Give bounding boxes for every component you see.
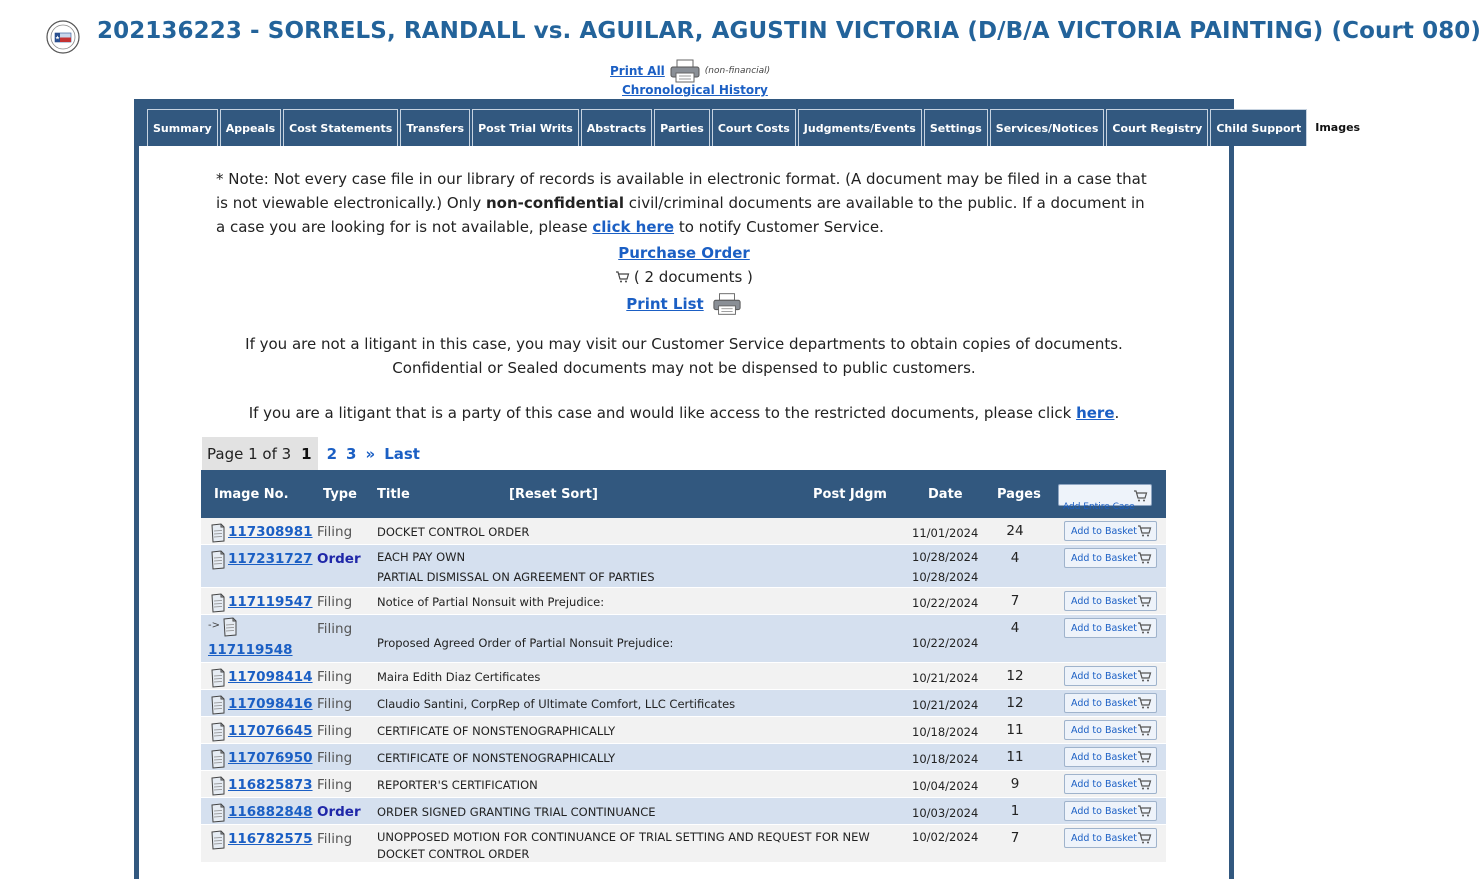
page-2-link[interactable]: 2 <box>326 444 338 463</box>
add-to-basket-button[interactable] <box>1064 801 1157 821</box>
table-row <box>201 798 1166 825</box>
documents-count-row <box>139 268 1229 286</box>
document-date: 10/28/2024 <box>912 550 979 564</box>
image-number-link[interactable]: 117098416 <box>228 696 313 712</box>
reset-sort-link[interactable]: [Reset Sort] <box>509 487 598 502</box>
document-type: Filing <box>317 621 353 637</box>
table-header <box>201 470 1166 518</box>
col-pages[interactable]: Pages <box>997 487 1041 502</box>
tab-transfers[interactable]: Transfers <box>400 109 470 146</box>
table-row <box>201 744 1166 771</box>
col-image-no[interactable]: Image No. <box>214 487 289 502</box>
add-to-basket-label: Add to Basket <box>1071 670 1137 682</box>
table-row <box>201 825 1166 863</box>
tab-judgments-events[interactable]: Judgments/Events <box>798 109 922 146</box>
add-to-basket-button[interactable] <box>1064 666 1157 686</box>
document-type: Filing <box>317 524 353 540</box>
document-icon[interactable] <box>220 617 238 641</box>
document-title: DOCKET CONTROL ORDER <box>377 525 530 539</box>
purchase-order-row <box>139 244 1229 262</box>
page-count: 7 <box>1010 830 1020 846</box>
page-3-link[interactable]: 3 <box>346 444 357 463</box>
add-to-basket-button[interactable] <box>1064 720 1157 740</box>
last-page-link[interactable]: Last <box>384 444 420 463</box>
document-type: Order <box>317 551 361 567</box>
document-date: 10/22/2024 <box>912 596 979 610</box>
col-post-jdgm[interactable]: Post Jdgm <box>813 487 887 502</box>
tab-court-registry[interactable]: Court Registry <box>1106 109 1208 146</box>
customer-service-notice: If you are not a litigant in this case, you may visit our Customer Service departments to obtain copies of documents. Confidential or Sealed documents may not be dispensed to public customers. <box>245 335 1123 377</box>
litigant-access-notice <box>139 404 1229 422</box>
document-icon[interactable] <box>208 830 226 854</box>
document-date: 10/02/2024 <box>912 830 979 844</box>
tab-images[interactable]: Images <box>1309 107 1366 146</box>
cart-icon <box>1137 778 1151 793</box>
page-count: 12 <box>1006 695 1024 711</box>
purchase-order-link[interactable]: Purchase Order <box>618 244 750 262</box>
image-number-link[interactable]: 117076950 <box>228 750 313 766</box>
document-title: Notice of Partial Nonsuit with Prejudice: <box>377 595 605 609</box>
col-date[interactable]: Date <box>928 487 963 502</box>
page-count: 11 <box>1006 722 1024 738</box>
add-entire-case-button[interactable] <box>1058 484 1152 512</box>
images-panel <box>139 146 1229 886</box>
image-number-link[interactable]: 117076645 <box>228 723 313 739</box>
images-table <box>201 470 1166 863</box>
document-title: EACH PAY OWN <box>377 550 466 564</box>
tab-services-notices[interactable]: Services/Notices <box>990 109 1105 146</box>
cart-icon <box>1137 724 1151 739</box>
table-row <box>201 588 1166 615</box>
litigant-text: If you are a litigant that is a party of this case and would like access to the restricted documents, please click <box>248 404 1077 422</box>
add-to-basket-label: Add to Basket <box>1071 805 1137 817</box>
document-date: 10/04/2024 <box>912 779 979 793</box>
tab-post-trial-writs[interactable]: Post Trial Writs <box>472 109 579 146</box>
table-row <box>201 615 1166 663</box>
tab-abstracts[interactable]: Abstracts <box>581 109 652 146</box>
add-to-basket-button[interactable] <box>1064 693 1157 713</box>
page-count: 7 <box>1010 593 1020 609</box>
document-title: Proposed Agreed Order of Partial Nonsuit Prejudice: <box>377 636 674 650</box>
page-header <box>0 0 1481 60</box>
tab-settings[interactable]: Settings <box>924 109 988 146</box>
document-type: Filing <box>317 669 353 685</box>
document-title: Claudio Santini, CorpRep of Ultimate Comfort, LLC Certificates <box>377 697 736 711</box>
page-count: 11 <box>1006 749 1024 765</box>
document-type: Filing <box>317 831 353 847</box>
report-links <box>0 58 1352 100</box>
document-date: 10/21/2024 <box>912 671 979 685</box>
note-text-3: to notify Customer Service. <box>674 218 884 236</box>
document-title-line2: DOCKET CONTROL ORDER <box>377 847 530 861</box>
print-list-link[interactable]: Print List <box>626 295 704 313</box>
image-number-link[interactable]: 117231727 <box>228 551 313 567</box>
add-to-basket-button[interactable] <box>1064 828 1157 848</box>
document-type: Filing <box>317 696 353 712</box>
document-date: 10/18/2024 <box>912 752 979 766</box>
page-count: 1 <box>1010 803 1020 819</box>
image-number-link[interactable]: 117308981 <box>228 524 313 540</box>
cart-icon <box>1137 751 1151 766</box>
document-icon[interactable] <box>208 776 226 800</box>
page-count: 4 <box>1010 620 1020 636</box>
document-title: Maira Edith Diaz Certificates <box>377 670 541 684</box>
electronic-format-note <box>216 167 1156 239</box>
document-date: 11/01/2024 <box>912 526 979 540</box>
document-title: CERTIFICATE OF NONSTENOGRAPHICALLY <box>377 751 616 765</box>
note-text-2: civil/criminal documents are available to the public. If a document in a case you are looking for is not available, please <box>216 194 1145 236</box>
document-icon[interactable] <box>208 695 226 719</box>
document-title: CERTIFICATE OF NONSTENOGRAPHICALLY <box>377 724 616 738</box>
add-entire-case-label: Add Entire Case <box>1063 502 1135 512</box>
print-list-printer-icon[interactable] <box>712 292 742 316</box>
cart-icon <box>1137 552 1151 567</box>
add-to-basket-label: Add to Basket <box>1071 595 1137 607</box>
document-icon[interactable] <box>208 593 226 617</box>
page-count: 4 <box>1010 550 1020 566</box>
cart-icon <box>1137 525 1151 540</box>
document-date: 10/03/2024 <box>912 806 979 820</box>
document-type: Filing <box>317 594 353 610</box>
cart-icon <box>1137 805 1151 820</box>
chronological-history-link[interactable]: Chronological History <box>622 83 768 97</box>
table-row <box>201 518 1166 545</box>
county-seal-icon <box>46 20 80 54</box>
document-title: UNOPPOSED MOTION FOR CONTINUANCE OF TRIAL SETTING AND REQUEST FOR NEW <box>377 830 870 844</box>
image-number-link[interactable]: 116782575 <box>228 831 313 847</box>
print-all-row <box>610 58 770 84</box>
add-to-basket-label: Add to Basket <box>1071 778 1137 790</box>
image-number-link[interactable]: 116882848 <box>228 804 313 820</box>
page-title: 202136223 - SORRELS, RANDALL vs. AGUILAR, AGUSTIN VICTORIA (D/B/A VICTORIA PAINTING) (Court 080) <box>97 18 1481 44</box>
tab-parties[interactable]: Parties <box>654 109 710 146</box>
table-row <box>201 545 1166 588</box>
image-number-link[interactable]: 116825873 <box>228 777 313 793</box>
page-count: 9 <box>1010 776 1020 792</box>
tab-bar <box>147 107 1368 146</box>
page-indicator: Page 1 of 3 <box>202 437 297 470</box>
cart-icon <box>1137 622 1151 637</box>
table-row <box>201 663 1166 690</box>
tab-summary[interactable]: Summary <box>147 109 218 146</box>
add-to-basket-button[interactable] <box>1064 591 1157 611</box>
page-count: 12 <box>1006 668 1024 684</box>
document-type: Filing <box>317 777 353 793</box>
document-type: Filing <box>317 750 353 766</box>
document-icon[interactable] <box>208 523 226 547</box>
add-to-basket-label: Add to Basket <box>1071 724 1137 736</box>
litigant-end: . <box>1114 404 1120 422</box>
col-type[interactable]: Type <box>323 487 357 502</box>
image-number-link[interactable]: 117119547 <box>228 594 313 610</box>
add-to-basket-button[interactable] <box>1064 521 1157 541</box>
documents-count: ( 2 documents ) <box>633 268 753 286</box>
document-title: REPORTER'S CERTIFICATION <box>377 778 538 792</box>
cart-icon <box>615 271 629 283</box>
document-date: 10/22/2024 <box>912 636 979 650</box>
attachment-arrow: -> <box>208 620 220 631</box>
restricted-access-link[interactable]: here <box>1076 404 1115 422</box>
add-to-basket-button[interactable] <box>1064 747 1157 767</box>
tab-cost-statements[interactable]: Cost Statements <box>283 109 398 146</box>
add-to-basket-button[interactable] <box>1064 774 1157 794</box>
note-text-1: * Note: Not every case file in our library of records is available in electronic format. (A document may be filed in a case that is not viewable electronically.) Only <box>216 170 1147 212</box>
printer-icon[interactable] <box>669 59 701 83</box>
print-all-link[interactable]: Print All <box>610 64 665 78</box>
cart-icon <box>1137 595 1151 610</box>
print-list-row <box>139 292 1229 316</box>
document-type: Filing <box>317 723 353 739</box>
cart-icon <box>1133 490 1147 502</box>
cart-icon <box>1137 832 1151 847</box>
table-body <box>201 518 1166 863</box>
image-number-link[interactable]: 117098414 <box>228 669 313 685</box>
document-type: Order <box>317 804 361 820</box>
tab-court-costs[interactable]: Court Costs <box>712 109 796 146</box>
add-to-basket-button[interactable] <box>1064 618 1157 638</box>
cart-icon <box>1137 697 1151 712</box>
page-count: 24 <box>1006 523 1024 539</box>
document-icon[interactable] <box>208 722 226 746</box>
image-number-link[interactable]: 117119548 <box>208 642 293 658</box>
table-row <box>201 690 1166 717</box>
add-to-basket-label: Add to Basket <box>1071 697 1137 709</box>
add-to-basket-label: Add to Basket <box>1071 525 1137 537</box>
add-to-basket-label: Add to Basket <box>1071 832 1137 844</box>
table-row <box>201 717 1166 744</box>
document-icon[interactable] <box>208 749 226 773</box>
customer-service-link[interactable]: click here <box>592 218 675 236</box>
document-date: 10/18/2024 <box>912 725 979 739</box>
add-to-basket-label: Add to Basket <box>1071 552 1137 564</box>
table-row <box>201 771 1166 798</box>
document-icon[interactable] <box>208 550 226 574</box>
tab-appeals[interactable]: Appeals <box>220 109 281 146</box>
next-page-link[interactable]: » <box>365 444 376 463</box>
non-financial-note: (non-financial) <box>704 66 771 76</box>
add-to-basket-button[interactable] <box>1064 548 1157 568</box>
add-to-basket-label: Add to Basket <box>1071 622 1137 634</box>
current-page: 1 <box>297 437 317 470</box>
document-date: 10/21/2024 <box>912 698 979 712</box>
note-non-confidential: non-confidential <box>485 194 625 212</box>
add-to-basket-label: Add to Basket <box>1071 751 1137 763</box>
document-date-line2: 10/28/2024 <box>912 570 979 584</box>
document-title-line2: PARTIAL DISMISSAL ON AGREEMENT OF PARTIES <box>377 570 655 584</box>
pagination <box>202 437 420 470</box>
col-title[interactable]: Title <box>377 487 410 502</box>
cart-icon <box>1137 670 1151 685</box>
document-icon[interactable] <box>208 803 226 827</box>
tab-child-support[interactable]: Child Support <box>1210 109 1307 146</box>
document-title: ORDER SIGNED GRANTING TRIAL CONTINUANCE <box>377 805 656 819</box>
case-frame <box>134 99 1361 879</box>
document-icon[interactable] <box>208 668 226 692</box>
